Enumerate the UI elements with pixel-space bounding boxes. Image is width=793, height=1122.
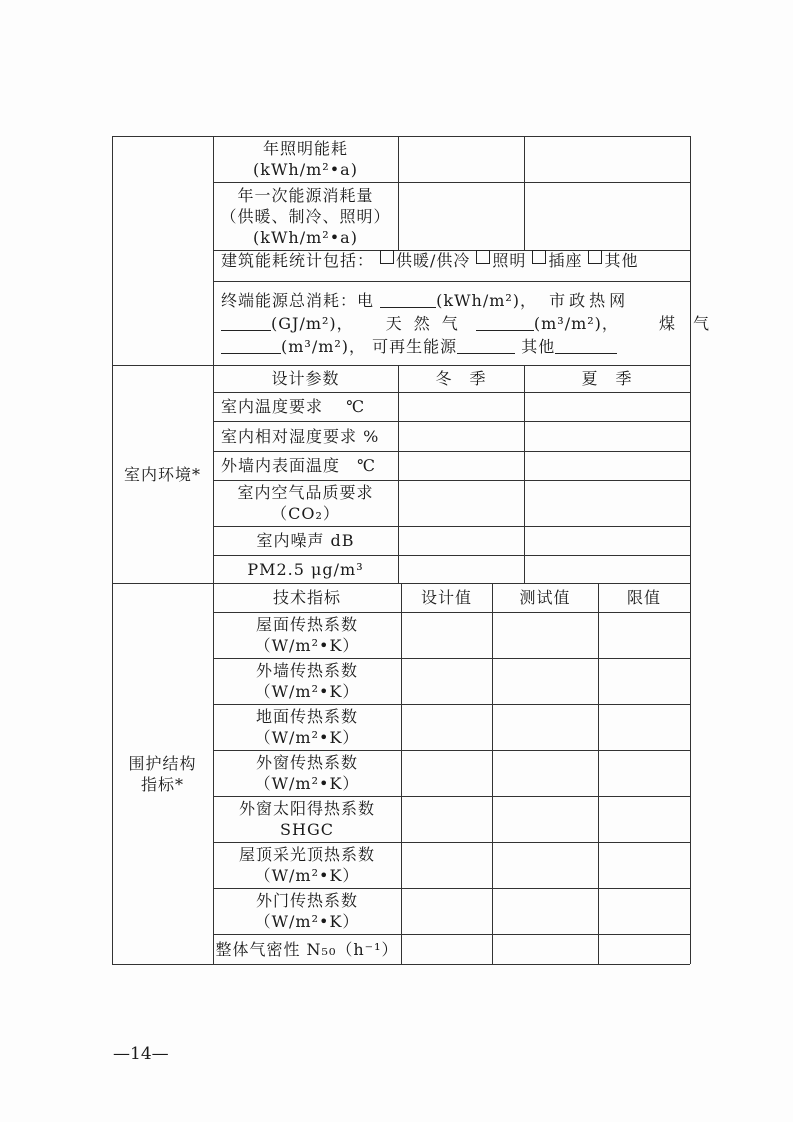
other-field[interactable] xyxy=(555,339,617,354)
indoor-row-noise: 室内噪声 dB xyxy=(256,531,355,550)
envelope-row-wall: 外墙传热系数 （W/m²•K） xyxy=(254,661,360,701)
indoor-header-winter: 冬 季 xyxy=(435,369,487,388)
terminal-energy-line2: (GJ/m²)， 天然气 (m³/m²)， 煤气 xyxy=(221,313,727,335)
checkbox-socket[interactable] xyxy=(532,250,546,264)
energy-scope-label: 建筑能耗统计包括： xyxy=(221,251,375,270)
indoor-row-humidity: 室内相对湿度要求 % xyxy=(221,426,380,446)
indoor-section-label: 室内环境* xyxy=(123,464,201,484)
envelope-row-shgc: 外窗太阳得热系数 SHGC xyxy=(238,799,375,839)
terminal-energy-line3: (m³/m²)， 可再生能源 其他 xyxy=(221,336,617,358)
coal-field[interactable] xyxy=(221,339,281,354)
page-number: —14— xyxy=(113,1044,169,1064)
envelope-header-limit: 限值 xyxy=(626,588,661,607)
envelope-row-airtightness: 整体气密性 N₅₀（h⁻¹） xyxy=(215,939,399,959)
envelope-row-door: 外门传热系数 （W/m²•K） xyxy=(254,891,360,931)
indoor-row-air-quality: 室内空气品质要求 （CO₂） xyxy=(237,483,374,523)
envelope-header-test: 测试值 xyxy=(519,588,571,607)
primary-energy-label: 年一次能源消耗量 （供暖、制冷、照明） (kWh/m²•a) xyxy=(220,185,391,247)
energy-scope-row: 建筑能耗统计包括： 供暖/供冷 照明 插座 其他 xyxy=(221,251,639,270)
envelope-row-floor: 地面传热系数 （W/m²•K） xyxy=(254,707,360,747)
envelope-header-design: 设计值 xyxy=(420,588,472,607)
natural-gas-field[interactable] xyxy=(476,316,534,331)
renewable-field[interactable] xyxy=(457,339,515,354)
lighting-energy-label: 年照明能耗 (kWh/m²•a) xyxy=(253,139,358,179)
indoor-header-param: 设计参数 xyxy=(271,369,340,388)
indoor-header-summer: 夏 季 xyxy=(581,369,633,388)
envelope-row-window: 外窗传热系数 （W/m²•K） xyxy=(254,753,360,793)
envelope-row-roof: 屋面传热系数 （W/m²•K） xyxy=(254,615,360,655)
checkbox-heating-cooling[interactable] xyxy=(380,250,394,264)
indoor-row-temperature: 室内温度要求 ℃ xyxy=(221,397,365,416)
indoor-row-wall-temp: 外墙内表面温度 ℃ xyxy=(221,456,376,475)
indoor-row-pm25: PM2.5 μg/m³ xyxy=(247,559,364,579)
envelope-header-tech: 技术指标 xyxy=(272,588,341,607)
checkbox-other[interactable] xyxy=(588,250,602,264)
checkbox-lighting[interactable] xyxy=(476,250,490,264)
electricity-field[interactable] xyxy=(380,293,436,308)
envelope-row-skylight: 屋顶采光顶热系数 （W/m²•K） xyxy=(238,845,375,885)
terminal-energy-line1: 终端能源总消耗：电 (kWh/m²)， 市政热网 xyxy=(221,291,630,310)
envelope-section-label: 围护结构 指标* xyxy=(128,753,197,794)
district-heat-field[interactable] xyxy=(221,316,271,331)
